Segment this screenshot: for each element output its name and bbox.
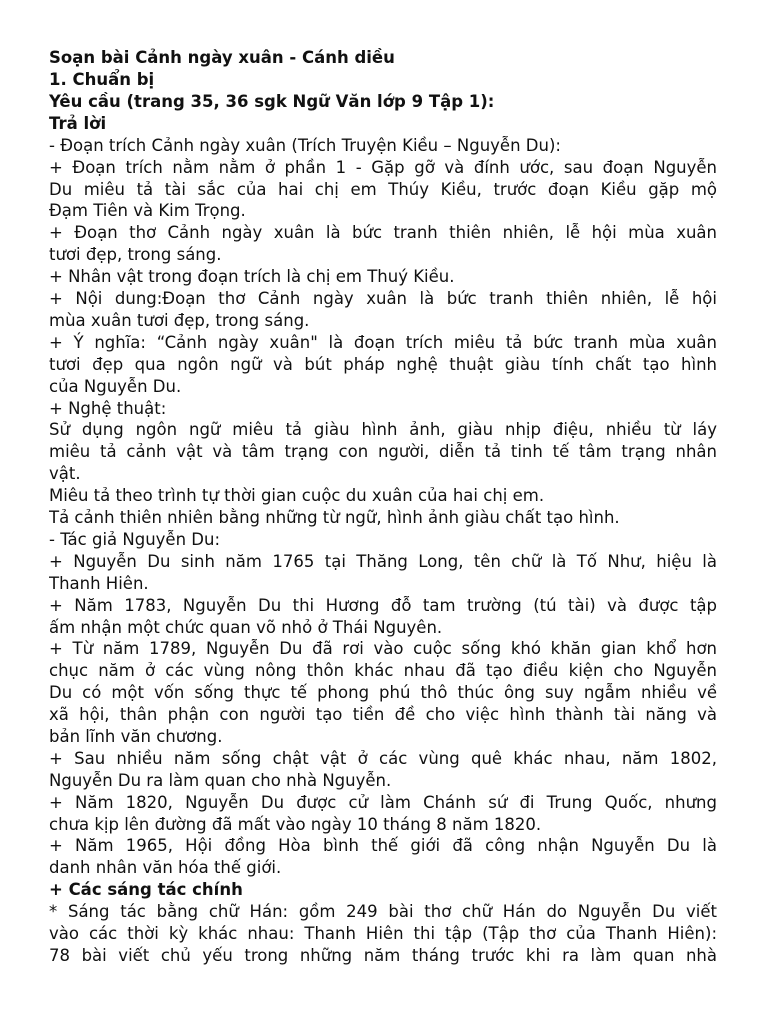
text-line: Sử dụng ngôn ngữ miêu tả giàu hình ảnh, giàu nhịp điệu, nhiều từ láy [49,420,717,440]
text-line: + Đoạn trích nằm nằm ở phần 1 - Gặp gỡ và đính ước, sau đoạn Nguyễn [49,157,717,177]
text-line: + Từ năm 1789, Nguyễn Du đã rơi vào cuộc sống khó khăn gian khổ hơn [49,639,717,659]
text-line: - Tác giả Nguyễn Du: [49,529,221,549]
text-line: vào các thời kỳ khác nhau: Thanh Hiên thi tập (Tập thơ của Thanh Hiên): [49,924,717,944]
text-line: - Đoạn trích Cảnh ngày xuân (Trích Truyện Kiều – Nguyễn Du): [49,135,561,155]
text-line: + Nhân vật trong đoạn trích là chị em Thuý Kiều. [49,267,455,287]
document-title: Soạn bài Cảnh ngày xuân - Cánh diều [49,48,395,67]
text-line: 78 bài viết chủ yếu trong những năm tháng trước khi ra làm quan nhà [49,945,717,965]
text-line: Tả cảnh thiên nhiên bằng những từ ngữ, hình ảnh giàu chất tạo hình. [49,508,620,527]
text-line: của Nguyễn Du. [49,376,182,396]
text-line: tươi đẹp qua ngôn ngữ và bút pháp nghệ thuật giàu tính chất tạo hình [49,354,717,374]
text-line: ấm nhận một chức quan võ nhỏ ở Thái Nguyên. [49,617,443,637]
text-line: Du có một vốn sống thực tế phong phú thô thúc ông suy ngẫm nhiều về [49,683,717,703]
text-line: Thanh Hiên. [49,573,149,593]
text-line: Du miêu tả tài sắc của hai chị em Thúy Kiều, trước đoạn Kiều gặp mộ [49,179,717,199]
text-line: * Sáng tác bằng chữ Hán: gồm 249 bài thơ chữ Hán do Nguyễn Du viết [49,902,717,922]
text-line: + Các sáng tác chính [49,880,243,900]
text-line: mùa xuân tươi đẹp, trong sáng. [49,310,310,330]
text-line: + Nội dung:Đoạn thơ Cảnh ngày xuân là bức tranh thiên nhiên, lễ hội [49,289,717,309]
text-line: Miêu tả theo trình tự thời gian cuộc du xuân của hai chị em. [49,486,545,506]
document-page [49,46,717,967]
text-line: + Đoạn thơ Cảnh ngày xuân là bức tranh thiên nhiên, lễ hội mùa xuân [49,223,717,243]
text-line: xã hội, thân phận con người tạo tiền đề cho việc hình thành tài năng và [49,705,717,725]
text-line: chục năm ở các vùng nông thôn khác nhau đã tạo điều kiện cho Nguyễn [49,661,717,681]
text-line: danh nhân văn hóa thế giới. [49,858,282,878]
text-line: + Nguyễn Du sinh năm 1765 tại Thăng Long, tên chữ là Tố Như, hiệu là [49,551,717,571]
text-line: 1. Chuẩn bị [49,70,155,89]
text-line: chưa kịp lên đường đã mất vào ngày 10 tháng 8 năm 1820. [49,814,542,834]
text-line: miêu tả cảnh vật và tâm trạng con người, diễn tả tinh tế tâm trạng nhân [49,442,717,462]
text-line: vật. [49,464,81,484]
text-line: + Năm 1965, Hội đồng Hòa bình thế giới đã công nhận Nguyễn Du là [49,836,717,856]
document-body [49,69,717,967]
text-line: + Năm 1783, Nguyễn Du thi Hương đỗ tam trường (tú tài) và được tập [49,595,717,615]
text-line: Trả lời [49,113,107,133]
text-line: Đạm Tiên và Kim Trọng. [49,201,246,221]
text-line: bản lĩnh văn chương. [49,726,223,746]
text-line: + Sau nhiều năm sống chật vật ở các vùng quê khác nhau, năm 1802, [49,748,717,768]
text-line: Nguyễn Du ra làm quan cho nhà Nguyễn. [49,770,392,790]
text-line: + Nghệ thuật: [49,398,167,418]
text-line: + Năm 1820, Nguyễn Du được cử làm Chánh sứ đi Trung Quốc, nhưng [49,792,717,812]
text-line: tươi đẹp, trong sáng. [49,245,222,265]
text-line: + Ý nghĩa: “Cảnh ngày xuân" là đoạn trích miêu tả bức tranh mùa xuân [49,332,717,352]
text-line: Yêu cầu (trang 35, 36 sgk Ngữ Văn lớp 9 Tập 1): [49,91,495,111]
